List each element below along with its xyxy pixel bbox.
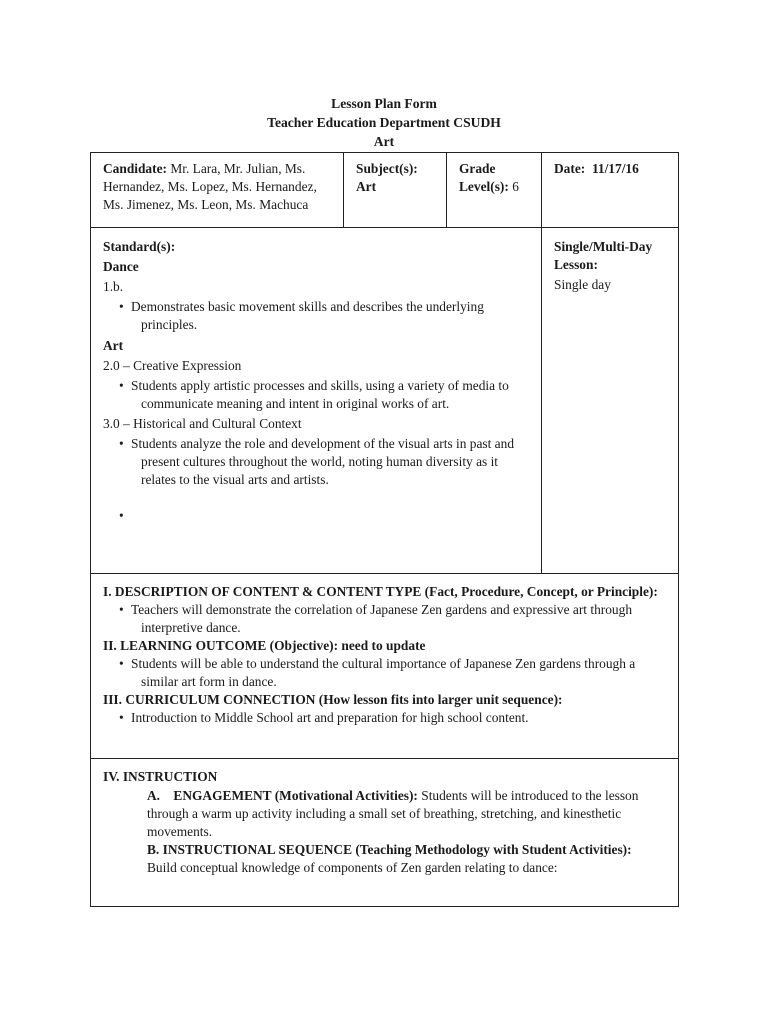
date-label: Date: (554, 161, 586, 176)
grade-label: Grade Level(s): (459, 161, 509, 194)
list-item: • Students analyze the role and development of the visual arts in past and present cultures throughout the world, noting human diversity as it relates to the visual arts and artists. (103, 435, 529, 489)
section-learning-outcome-title: II. LEARNING OUTCOME (Objective): need to update (103, 638, 426, 653)
art-item-historical-context: 3.0 – Historical and Cultural Context (103, 416, 302, 431)
engagement-block (103, 787, 666, 841)
single-multi-day-label: Single/Multi-Day Lesson: (554, 239, 653, 272)
single-multi-day-cell (542, 228, 679, 574)
section-description-title: I. DESCRIPTION OF CONTENT & CONTENT TYPE (Fact, Procedure, Concept, or Principle): (103, 584, 658, 599)
instructional-sequence-text: Build conceptual knowledge of components of Zen garden relating to dance: (147, 860, 558, 875)
instructional-sequence-label: B. INSTRUCTIONAL SEQUENCE (Teaching Methodology with Student Activities): (147, 842, 632, 857)
dance-code: 1.b. (103, 279, 124, 294)
section-curriculum-title: III. CURRICULUM CONNECTION (How lesson fits into larger unit sequence): (103, 692, 563, 707)
section-description-bullets (103, 601, 666, 637)
subject-value: Art (356, 179, 377, 194)
content-sections-cell (91, 574, 679, 759)
content-sections-row (91, 574, 679, 759)
grade-cell (447, 153, 542, 228)
engagement-text: Students will be introduced to the lesson through a warm up activity including a small set of breathing, stretching, and kinesthetic movements. (147, 788, 639, 839)
standards-label: Standard(s): (103, 239, 176, 254)
list-item: • Introduction to Middle School art and preparation for high school content. (103, 709, 666, 727)
date-cell (542, 153, 679, 228)
form-header (0, 94, 768, 151)
date-value: 11/17/16 (591, 161, 639, 176)
subject-label: Subject(s): (356, 161, 418, 176)
standards-cell (91, 228, 542, 574)
standards-row (91, 228, 679, 574)
department-title: Teacher Education Department CSUDH (267, 115, 501, 130)
art-item-creative-expression: 2.0 – Creative Expression (103, 358, 242, 373)
candidate-cell (91, 153, 344, 228)
instruction-cell (91, 759, 679, 907)
grade-value: 6 (512, 179, 519, 194)
list-item: • Students apply artistic processes and skills, using a variety of media to communicate meaning and intent in original works of art. (103, 377, 529, 413)
list-item: • Demonstrates basic movement skills and describes the underlying principles. (103, 298, 529, 334)
art-item2-bullets (103, 435, 529, 489)
art-heading: Art (103, 338, 124, 353)
empty-bullet (103, 507, 529, 525)
single-multi-day-value: Single day (554, 277, 611, 292)
dance-bullets (103, 298, 529, 334)
list-item (103, 507, 529, 525)
section-learning-outcome-bullets (103, 655, 666, 691)
dance-heading: Dance (103, 259, 139, 274)
art-item1-bullets (103, 377, 529, 413)
subject-cell (344, 153, 447, 228)
instructional-sequence-block (103, 841, 666, 877)
engagement-label: A. ENGAGEMENT (Motivational Activities): (147, 788, 418, 803)
info-row (91, 153, 679, 228)
candidate-value: Mr. Lara, Mr. Julian, Ms. Hernandez, Ms. Lopez, Ms. Hernandez, Ms. Jimenez, Ms. Leon, Ms. Machuca (103, 161, 317, 212)
candidate-label: Candidate: (103, 161, 167, 176)
section-curriculum-bullets (103, 709, 666, 727)
lesson-plan-table (90, 152, 679, 907)
instruction-row (91, 759, 679, 907)
list-item: • Students will be able to understand the cultural importance of Japanese Zen gardens through a similar art form in dance. (103, 655, 666, 691)
form-title: Lesson Plan Form (331, 96, 437, 111)
instruction-title: IV. INSTRUCTION (103, 769, 218, 784)
subject-title: Art (373, 134, 395, 149)
list-item: • Teachers will demonstrate the correlation of Japanese Zen gardens and expressive art through interpretive dance. (103, 601, 666, 637)
